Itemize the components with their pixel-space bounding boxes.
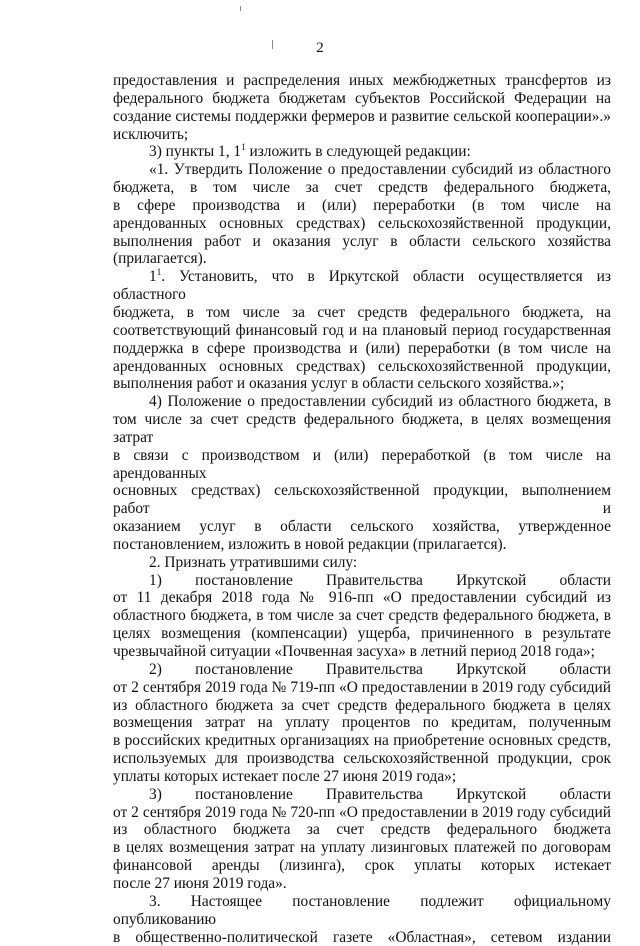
text-line bbox=[113, 161, 611, 179]
line-text: областного бюджета, в том числе за счет средств федерального бюджета, в bbox=[113, 607, 611, 624]
line-text: 3) пункты 1, 1 bbox=[149, 143, 241, 160]
line-text: арендованных основных средствах) сельскохозяйственной продукции, bbox=[113, 358, 611, 375]
line-text: из областного бюджета за счет средств федерального бюджета в целях bbox=[113, 697, 611, 714]
line-text: от 2 сентября 2019 года № 720-пп «О предоставлении в 2019 году субсидий bbox=[113, 804, 611, 821]
line-text: после 27 июня 2019 года». bbox=[113, 875, 287, 892]
text-line bbox=[113, 857, 611, 875]
superscript: 1 bbox=[157, 267, 162, 277]
line-text: основных средствах) сельскохозяйственной продукции, выполнением работ и bbox=[113, 482, 611, 517]
text-line bbox=[113, 607, 611, 625]
line-text: исключить; bbox=[113, 126, 188, 143]
text-line bbox=[113, 108, 611, 126]
line-text: том числе за счет средств федерального бюджета, в целях возмещения затрат bbox=[113, 411, 611, 446]
line-text: уплаты которых истекает после 27 июня 2019 года»; bbox=[113, 768, 456, 785]
text-line bbox=[113, 875, 611, 893]
line-text: 2) постановление Правительства Иркутской области bbox=[149, 661, 611, 678]
line-text: федерального бюджета бюджетам субъектов Российской Федерации на bbox=[113, 90, 611, 107]
line-text: оказанием услуг в области сельского хозяйства, утвержденное bbox=[113, 518, 611, 535]
line-text: бюджета, в том числе за счет средств федерального бюджета, bbox=[113, 179, 611, 196]
line-text: выполнения работ и оказания услуг в области сельского хозяйства bbox=[113, 233, 611, 250]
page-number: 2 bbox=[0, 40, 640, 57]
line-text: целях возмещения (компенсации) ущерба, причиненного в результате bbox=[113, 625, 611, 642]
line-text: в российских кредитных организациях на приобретение основных средств, bbox=[113, 732, 611, 749]
text-line bbox=[113, 589, 611, 607]
line-text: арендованных основных средствах) сельскохозяйственной продукции, bbox=[113, 215, 611, 232]
text-line bbox=[113, 197, 611, 215]
line-text: в целях возмещения затрат на уплату лизинговых платежей по договорам bbox=[113, 839, 611, 856]
text-line bbox=[113, 126, 611, 144]
line-text: в связи с производством и (или) переработкой (в том числе на арендованных bbox=[113, 447, 611, 482]
text-line bbox=[113, 929, 611, 946]
line-text-continuation: . Установить, что в Иркутской области осуществляется из областного bbox=[113, 268, 611, 303]
text-line bbox=[113, 661, 611, 679]
text-line bbox=[113, 893, 611, 929]
text-line bbox=[113, 839, 611, 857]
text-line bbox=[113, 572, 611, 590]
line-text: финансовой аренды (лизинга), срок уплаты которых истекает bbox=[113, 857, 611, 874]
line-text: 3. Настоящее постановление подлежит официальному опубликованию bbox=[113, 893, 611, 928]
line-text: используемых для производства сельскохозяйственной продукции, срок bbox=[113, 750, 611, 767]
text-line bbox=[113, 268, 611, 304]
text-line bbox=[113, 750, 611, 768]
text-line bbox=[113, 554, 611, 572]
text-line bbox=[113, 518, 611, 536]
line-text: 1) постановление Правительства Иркутской области bbox=[149, 572, 611, 589]
text-line bbox=[113, 179, 611, 197]
text-line bbox=[113, 411, 611, 447]
line-text: 4) Положение о предоставлении субсидий из областного бюджета, в bbox=[149, 393, 611, 410]
line-text: в сфере производства и (или) переработки (в том числе на bbox=[113, 197, 611, 214]
line-text: 2. Признать утратившими силу: bbox=[149, 554, 357, 571]
line-text: от 2 сентября 2019 года № 719-пп «О предоставлении в 2019 году субсидий bbox=[113, 679, 611, 696]
text-line bbox=[113, 250, 611, 268]
text-line bbox=[113, 482, 611, 518]
text-line bbox=[113, 625, 611, 643]
text-line bbox=[113, 72, 611, 90]
text-line bbox=[113, 821, 611, 839]
line-text: предоставления и распределения иных межбюджетных трансфертов из bbox=[113, 72, 611, 89]
line-text: выполнения работ и оказания услуг в области сельского хозяйства.»; bbox=[113, 375, 564, 392]
text-line bbox=[113, 90, 611, 108]
line-text-continuation: изложить в следующей редакции: bbox=[246, 143, 471, 160]
line-text: 3) постановление Правительства Иркутской области bbox=[149, 786, 611, 803]
scan-mark bbox=[240, 6, 241, 11]
text-line bbox=[113, 732, 611, 750]
document-body bbox=[113, 72, 611, 946]
line-text: из областного бюджета за счет средств федерального бюджета bbox=[113, 821, 611, 838]
text-line bbox=[113, 536, 611, 554]
line-text: «1. Утвердить Положение о предоставлении субсидий из областного bbox=[149, 161, 611, 178]
text-line bbox=[113, 679, 611, 697]
text-line bbox=[113, 393, 611, 411]
text-line bbox=[113, 804, 611, 822]
line-text: бюджета, в том числе за счет средств федерального бюджета, на bbox=[113, 304, 611, 321]
text-line bbox=[113, 358, 611, 376]
line-text: чрезвычайной ситуации «Почвенная засуха» в летний период 2018 года»; bbox=[113, 643, 595, 660]
text-line bbox=[113, 714, 611, 732]
text-line bbox=[113, 322, 611, 340]
line-text: создание системы поддержки фермеров и развитие сельской кооперации».» bbox=[113, 108, 611, 125]
text-line bbox=[113, 643, 611, 661]
superscript: 1 bbox=[241, 142, 246, 152]
text-line bbox=[113, 143, 611, 161]
text-line bbox=[113, 340, 611, 358]
text-line bbox=[113, 233, 611, 251]
line-text: в общественно-политической газете «Областная», сетевом издании bbox=[113, 929, 611, 946]
line-text: от 11 декабря 2018 года № 916-пп «О предоставлении субсидий из bbox=[113, 589, 611, 606]
text-line bbox=[113, 375, 611, 393]
text-line bbox=[113, 768, 611, 786]
text-line bbox=[113, 215, 611, 233]
text-line bbox=[113, 447, 611, 483]
line-text: поддержка в сфере производства и (или) переработки (в том числе на bbox=[113, 340, 611, 357]
line-text: (прилагается). bbox=[113, 250, 207, 267]
line-text: возмещения затрат на уплату процентов по кредитам, полученным bbox=[113, 714, 611, 731]
line-text: 1 bbox=[149, 268, 157, 285]
line-text: соответствующий финансовый год и на плановый период государственная bbox=[113, 322, 611, 339]
text-line bbox=[113, 304, 611, 322]
text-line bbox=[113, 697, 611, 715]
line-text: постановлением, изложить в новой редакции (прилагается). bbox=[113, 536, 507, 553]
text-line bbox=[113, 786, 611, 804]
